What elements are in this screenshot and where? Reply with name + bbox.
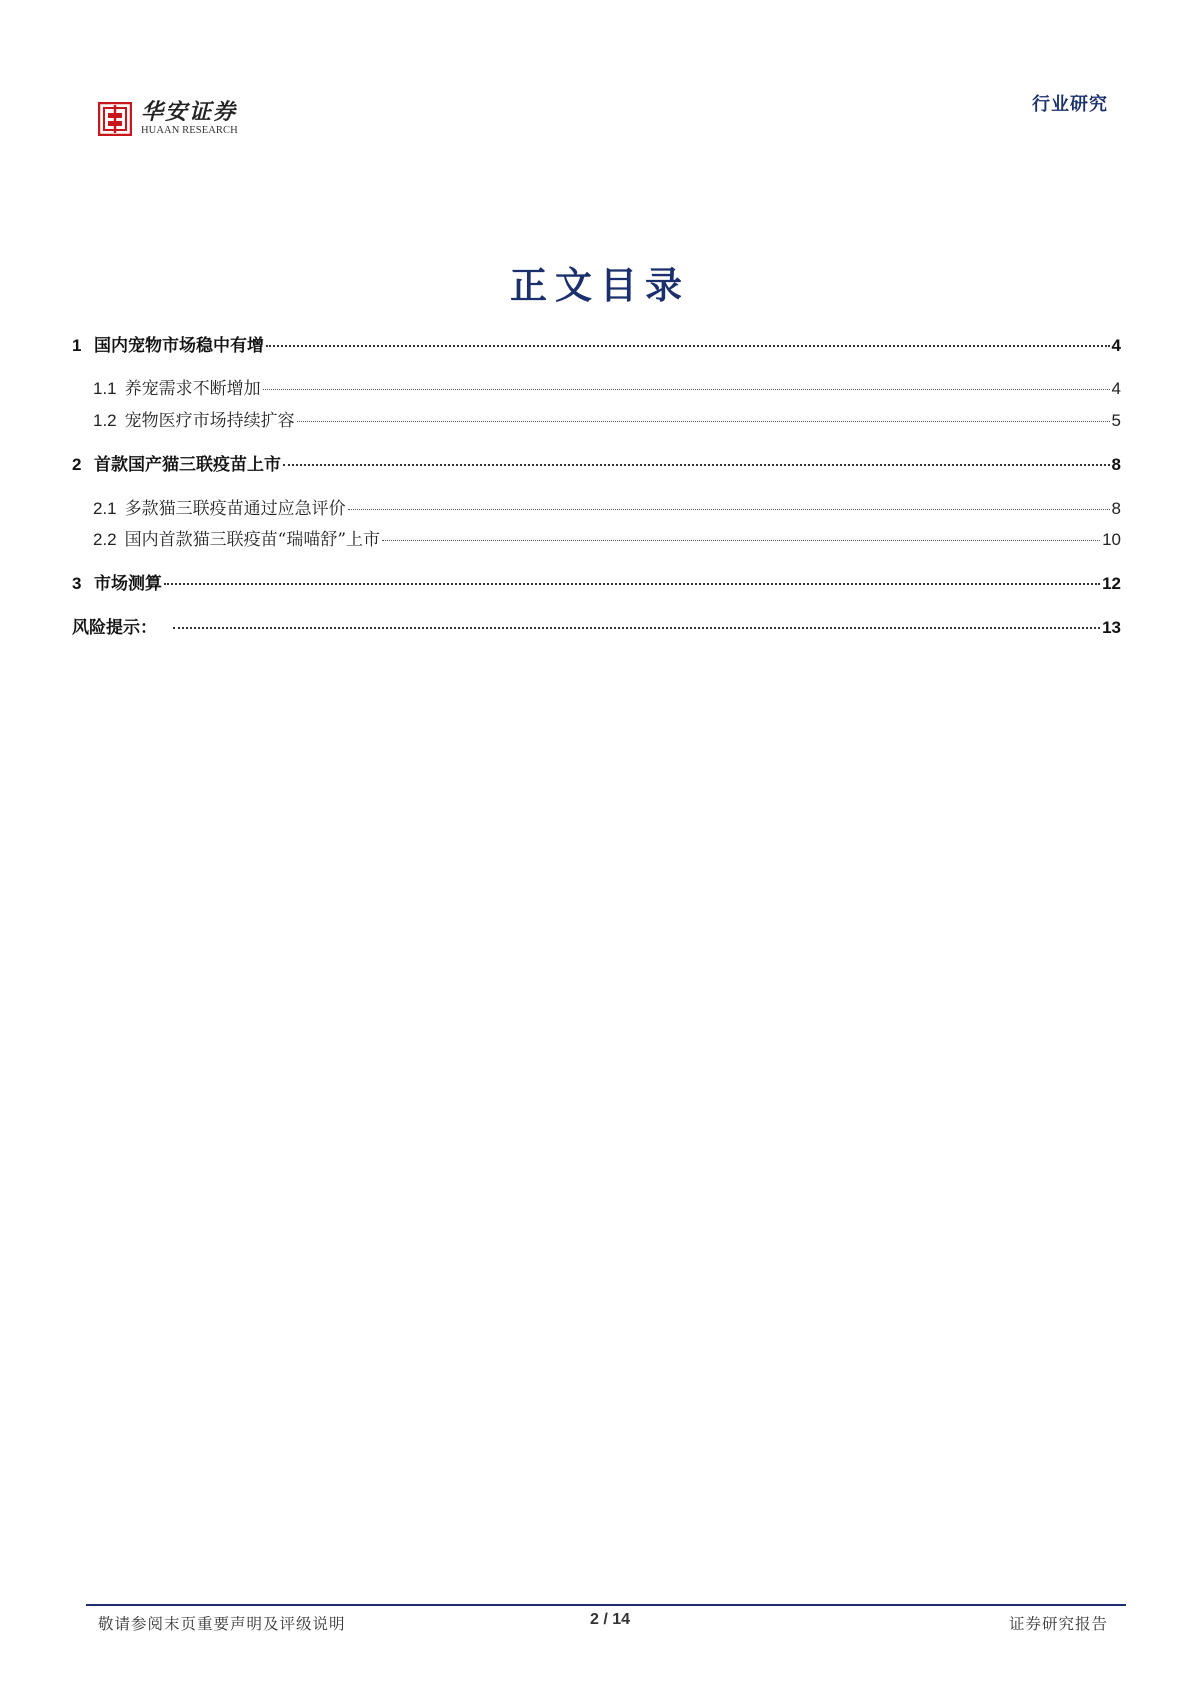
toc-entry-page: 12 [1102, 574, 1121, 593]
toc-entry-title: 国内宠物市场稳中有增 [94, 336, 264, 356]
company-logo [98, 100, 238, 137]
toc-leader-dots [283, 464, 1110, 466]
logo-chinese-name: 华安证券 [141, 99, 238, 125]
toc-leader-dots [348, 509, 1110, 510]
toc-entry[interactable] [93, 406, 1121, 430]
huaan-logo-icon [98, 102, 132, 136]
toc-entry-title: 首款国产猫三联疫苗上市 [94, 455, 281, 475]
toc-leader-dots [266, 345, 1110, 347]
toc-entry-title: 养宠需求不断增加 [124, 379, 261, 399]
report-category: 行业研究 [1032, 94, 1108, 115]
toc-entry-number: 2.2 [93, 530, 117, 549]
toc-entry-number: 3 [72, 574, 82, 593]
toc-leader-dots [164, 583, 1100, 585]
page-number: 2 / 14 [590, 1611, 631, 1628]
footer-divider [86, 1604, 1126, 1606]
toc-entry[interactable] [93, 525, 1121, 549]
toc-entry-page: 4 [1111, 379, 1121, 398]
toc-entry[interactable] [93, 374, 1121, 398]
toc-entry-title: 国内首款猫三联疫苗“瑞喵舒”上市 [124, 530, 381, 550]
toc-leader-dots [173, 627, 1100, 629]
toc-leader-dots [297, 421, 1110, 422]
toc-entry-number: 1.2 [93, 411, 117, 430]
toc-entry-page: 13 [1102, 618, 1121, 637]
toc-entry[interactable] [72, 331, 1121, 355]
logo-english-name: HUAAN RESEARCH [141, 125, 238, 136]
toc-entry-number: 2.1 [93, 499, 117, 518]
toc-entry[interactable] [93, 494, 1121, 518]
toc-entry-page: 4 [1111, 336, 1121, 355]
footer-disclaimer-note: 敬请参阅末页重要声明及评级说明 [98, 1615, 346, 1633]
toc-title: 正文目录 [510, 264, 690, 307]
toc-entry-number: 1.1 [93, 379, 117, 398]
toc-entry[interactable] [72, 569, 1121, 593]
toc-entry-title: 宠物医疗市场持续扩容 [124, 411, 295, 431]
toc-entry-title: 风险提示： [72, 618, 157, 638]
toc-entry-title: 市场测算 [94, 574, 162, 594]
toc-leader-dots [263, 389, 1110, 390]
toc-entry-title: 多款猫三联疫苗通过应急评价 [124, 499, 346, 519]
footer-report-type: 证券研究报告 [1008, 1615, 1108, 1633]
toc-leader-dots [382, 540, 1100, 541]
toc-entry-number: 2 [72, 455, 82, 474]
toc-entry-number: 1 [72, 336, 82, 355]
toc-entry-page: 8 [1111, 499, 1121, 518]
toc-entry[interactable] [72, 450, 1121, 474]
toc-entry-page: 10 [1102, 530, 1121, 549]
toc-entry-page: 8 [1111, 455, 1121, 474]
toc-entry-page: 5 [1111, 411, 1121, 430]
toc-entry[interactable] [72, 613, 1121, 637]
